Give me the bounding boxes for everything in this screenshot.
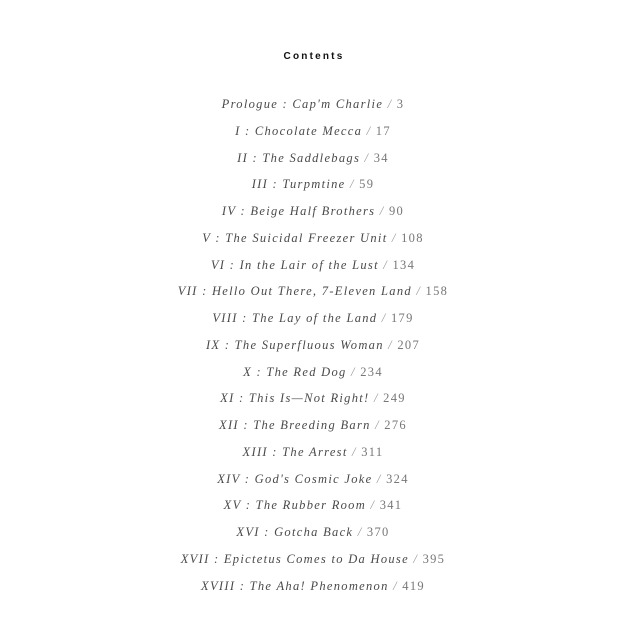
chapter-title: XIII : The Arrest [242,444,348,459]
chapter-title: XV : The Rubber Room [223,498,367,513]
separator: / [360,150,374,165]
page-title: Contents [283,51,345,62]
chapter-title: VII : Hello Out There, 7-Eleven Land [177,284,412,299]
separator: / [411,284,426,299]
toc-entry [0,149,626,176]
page-number: 17 [375,123,391,138]
chapter-title: XVIII : The Aha! Phenomenon [201,578,389,593]
page-number: 134 [392,257,416,272]
chapter-title: XIV : God's Cosmic Joke [217,471,373,486]
separator: / [377,311,391,325]
toc-entry [0,309,626,336]
toc-entry [0,389,626,416]
toc-entry [0,202,626,229]
page-number: 395 [422,551,446,566]
chapter-title: III : Turpmtine [251,177,346,192]
toc-entry [0,416,626,443]
chapter-title: VIII : The Lay of the Land [212,311,378,325]
separator: / [408,551,423,566]
separator: / [366,498,380,513]
toc-entry [0,256,626,283]
chapter-title: IX : The Superfluous Woman [205,337,384,352]
chapter-title: XVII : Epictetus Comes to Da House [180,551,409,566]
chapter-title: V : The Suicidal Freezer Unit [202,230,388,245]
chapter-title: XI : This Is—Not Right! [220,391,370,406]
page-number: 59 [359,177,375,192]
separator: / [372,471,387,486]
toc-entry [0,523,626,550]
page-number: 249 [383,391,406,406]
toc-entry [0,496,626,523]
separator: / [387,230,402,245]
toc-entry [0,95,626,122]
chapter-title: Prologue : Cap'm Charlie [221,97,384,111]
separator: / [370,418,385,432]
page-number: 341 [379,498,403,513]
page-number: 324 [386,471,409,486]
toc-entry [0,122,626,149]
chapter-title: XVI : Gotcha Back [236,525,354,539]
toc-entry [0,577,626,604]
separator: / [362,123,376,138]
toc-entry [0,229,626,256]
separator: / [375,204,389,218]
page-number: 207 [397,337,421,352]
toc-entry [0,470,626,497]
separator: / [378,257,393,272]
page-number: 276 [384,418,407,432]
separator: / [383,337,398,352]
chapter-title: X : The Red Dog [243,364,347,379]
separator: / [383,97,397,111]
toc-entry [0,336,626,363]
chapter-title: I : Chocolate Mecca [235,123,363,138]
page-number: 179 [391,311,414,325]
separator: / [346,364,361,379]
chapter-title: II : The Saddlebags [237,150,361,165]
page-number: 419 [402,578,425,593]
page-number: 34 [373,150,389,165]
toc-entry [0,443,626,470]
chapter-title: VI : In the Lair of the Lust [210,257,379,272]
page-number: 108 [401,230,424,245]
separator: / [353,525,367,539]
separator: / [345,177,360,192]
page-number: 370 [366,525,390,539]
chapter-title: XII : The Breeding Barn [219,418,371,432]
toc-entry [0,550,626,577]
table-of-contents [0,95,626,603]
page-number: 90 [388,204,405,218]
toc-entry [0,175,626,202]
separator: / [347,444,362,459]
page-number: 311 [361,444,384,459]
page-number: 234 [360,364,383,379]
chapter-title: IV : Beige Half Brothers [221,204,376,218]
toc-entry [0,282,626,309]
separator: / [388,578,403,593]
page-number: 158 [425,284,449,299]
separator: / [369,391,384,406]
page-number: 3 [396,97,405,111]
toc-entry [0,363,626,390]
